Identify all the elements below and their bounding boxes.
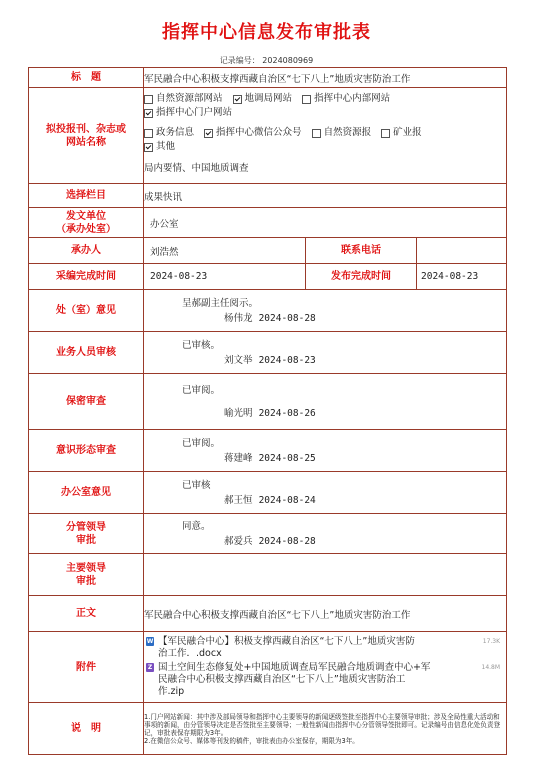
- row-leader-approval: [29, 514, 507, 554]
- record-number: 记录编号： 2024080969: [219, 56, 314, 65]
- option-cgs-website[interactable]: 地调局网站: [233, 92, 293, 106]
- notes-label: 说 明: [29, 703, 144, 755]
- row-publish-channels: [29, 88, 507, 184]
- row-main-leader: [29, 554, 507, 596]
- option-mining-newspaper[interactable]: 矿业报: [381, 126, 422, 140]
- ideology-review-label: 意识形态审查: [29, 430, 144, 472]
- publish-time-value: 2024-08-23: [417, 264, 507, 290]
- main-leader-label: 主要领导 审批: [29, 554, 144, 596]
- leader-approval-label: 分管领导 审批: [29, 514, 144, 554]
- docx-file-icon: W: [146, 638, 154, 645]
- row-subject: [29, 68, 507, 88]
- row-handler: [29, 238, 507, 264]
- edit-time-label: 采编完成时间: [29, 264, 144, 290]
- option-mnr-newspaper[interactable]: 自然资源报: [312, 126, 372, 140]
- publish-time-label: 发布完成时间: [306, 264, 417, 290]
- office-opinion-label: 处（室）意见: [29, 290, 144, 332]
- admin-opinion-label: 办公室意见: [29, 472, 144, 514]
- body-value: 军民融合中心积极支撑西藏自治区“七下八上”地质灾害防治工作: [144, 596, 507, 632]
- checkbox-other: [144, 143, 153, 152]
- checkbox-mnr-newspaper: [312, 129, 321, 138]
- other-value: 局内要情、中国地质调查: [144, 163, 249, 174]
- row-column: [29, 184, 507, 208]
- dept-value: 办公室: [144, 208, 507, 238]
- secrecy-review-label: 保密审查: [29, 374, 144, 430]
- option-gov-info[interactable]: 政务信息: [144, 126, 194, 140]
- zip-file-icon: Z: [147, 664, 153, 671]
- option-other[interactable]: 其他: [144, 140, 175, 154]
- checkbox-internal-website: [302, 95, 311, 104]
- admin-opinion-value: 已审核 郝王恒 2024-08-24: [144, 472, 507, 514]
- column-value: 成果快讯: [144, 184, 507, 208]
- checkbox-portal-website: [144, 109, 153, 118]
- handler-value: 刘浩然: [144, 238, 306, 264]
- business-review-value: 已审核。 刘文举 2024-08-23: [144, 332, 507, 374]
- row-business-review: [29, 332, 507, 374]
- attachments-list: [144, 632, 507, 703]
- office-opinion-value: 呈郝副主任阅示。 杨伟龙 2024-08-28: [144, 290, 507, 332]
- secrecy-review-value: 已审阅。 喻光明 2024-08-26: [144, 374, 507, 430]
- main-leader-value: [144, 554, 507, 596]
- row-ideology-review: [29, 430, 507, 472]
- row-dates: [29, 264, 507, 290]
- checkbox-gov-info: [144, 129, 153, 138]
- phone-value: [417, 238, 507, 264]
- attachment-item[interactable]: Z 国土空间生态修复处+中国地质调查局军民融合地质调查中心+军 民融合中心积极支撑西藏自治区“七下八上”地质灾害防治工 作.zip 14.8M: [147, 662, 501, 697]
- attachment-size: 14.8M: [481, 664, 501, 671]
- row-dept: [29, 208, 507, 238]
- option-mnr-website[interactable]: 自然资源部网站: [144, 92, 223, 106]
- dept-label: 发文单位 （承办处室）: [29, 208, 144, 238]
- subject-label: 标 题: [29, 68, 144, 88]
- row-office-opinion: [29, 290, 507, 332]
- phone-label: 联系电话: [306, 238, 417, 264]
- edit-time-value: 2024-08-23: [144, 264, 306, 290]
- row-attachments: [29, 632, 507, 703]
- note-1: 1.门户网站新闻：其中涉及部局领导和指挥中心主要领导的新闻逐级签批至指挥中心主要领导审批；涉及全局性重大活动和事项的新闻，由分管领导决定是否签批至主要领导；一般性新闻由指挥中心分管领导签批即可。记录编号由信息化处负责登记，审批表保存期限为3年。: [144, 712, 501, 737]
- publish-channels-options: [144, 88, 507, 184]
- checkbox-cgs-website: [233, 95, 242, 104]
- checkbox-mnr-website: [144, 95, 153, 104]
- attachment-size: 17.3K: [482, 638, 501, 645]
- form-title: 指挥中心信息发布审批表: [162, 22, 371, 43]
- row-secrecy-review: [29, 374, 507, 430]
- checkbox-mining-newspaper: [381, 129, 390, 138]
- ideology-review-value: 已审阅。 蒋建峰 2024-08-25: [144, 430, 507, 472]
- notes-text: [144, 703, 507, 755]
- business-review-label: 业务人员审核: [29, 332, 144, 374]
- row-admin-opinion: [29, 472, 507, 514]
- handler-label: 承办人: [29, 238, 144, 264]
- note-2: 2.在微信公众号、媒体等刊发的稿件，审批表由办公室保存，期限为3年。: [144, 736, 359, 745]
- body-label: 正文: [29, 596, 144, 632]
- option-internal-website[interactable]: 指挥中心内部网站: [302, 92, 390, 106]
- approval-form-table: [28, 67, 507, 755]
- option-wechat[interactable]: 指挥中心微信公众号: [204, 126, 302, 140]
- row-notes: [29, 703, 507, 755]
- subject-value: 军民融合中心积极支撑西藏自治区“七下八上”地质灾害防治工作: [144, 68, 507, 88]
- attachment-item[interactable]: W 【军民融合中心】积极支撑西藏自治区“七下八上”地质灾害防 治工作．.docx 17.3K: [146, 636, 501, 659]
- checkbox-wechat: [204, 129, 213, 138]
- column-label: 选择栏目: [29, 184, 144, 208]
- row-body: [29, 596, 507, 632]
- option-portal-website[interactable]: 指挥中心门户网站: [144, 106, 232, 120]
- leader-approval-value: 同意。 郝爱兵 2024-08-28: [144, 514, 507, 554]
- attachments-label: 附件: [29, 632, 144, 703]
- publish-channels-label: 拟投报刊、杂志或 网站名称: [29, 88, 144, 184]
